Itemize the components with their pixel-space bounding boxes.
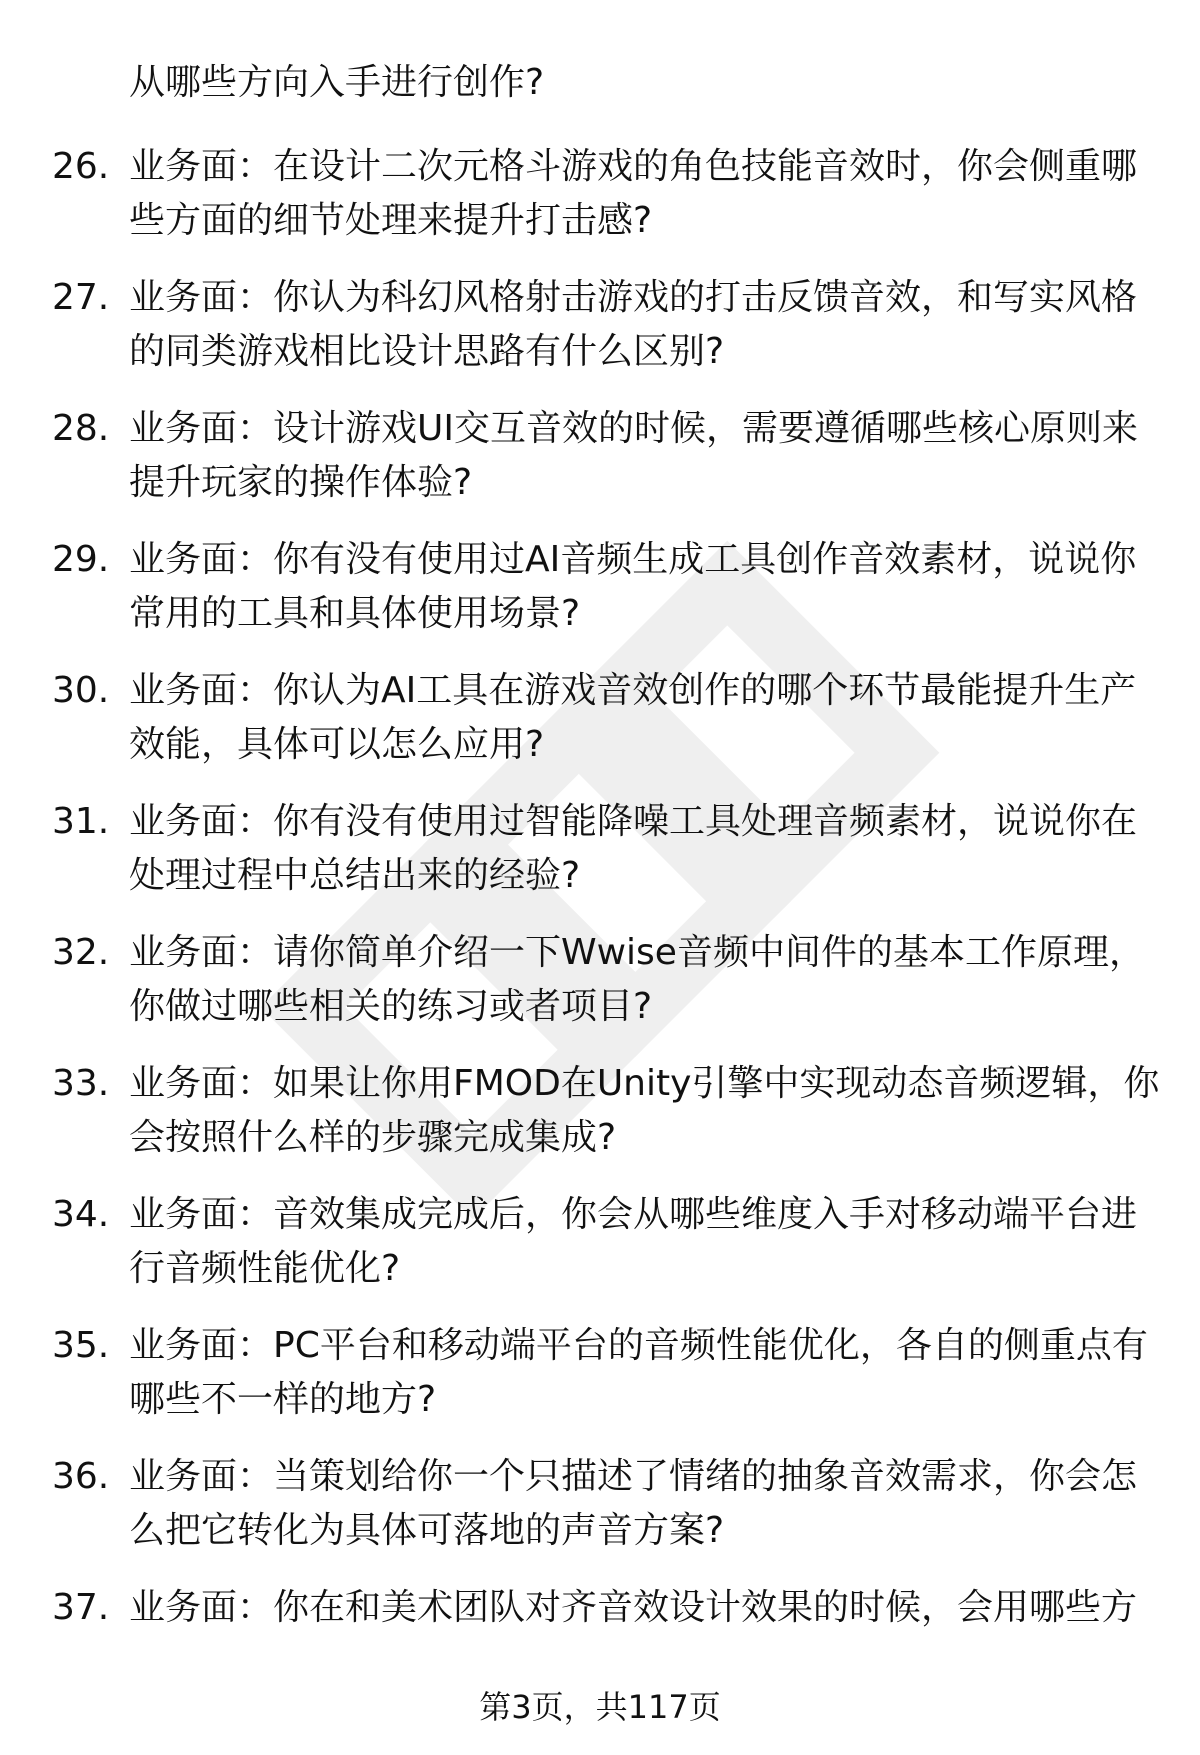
- question-number: 34.: [52, 1194, 110, 1235]
- question-text-line: 效能，具体可以怎么应用?: [129, 724, 545, 765]
- question-text-line: 些方面的细节处理来提升打击感?: [129, 200, 653, 241]
- question-number: 27.: [52, 277, 110, 318]
- question-item: [0, 402, 1200, 533]
- question-number: 35.: [52, 1325, 110, 1366]
- question-text-line: 会按照什么样的步骤完成集成?: [129, 1117, 617, 1158]
- question-item: [0, 1450, 1200, 1581]
- question-item: [0, 664, 1200, 795]
- question-number: 37.: [52, 1587, 110, 1628]
- question-text: [129, 795, 1159, 903]
- question-item: [0, 140, 1200, 271]
- question-number: 30.: [52, 670, 110, 711]
- question-text-line: 哪些不一样的地方?: [129, 1379, 437, 1420]
- question-number: 32.: [52, 932, 110, 973]
- question-number: 26.: [52, 146, 110, 187]
- question-item: [0, 1188, 1200, 1319]
- page-footer: 第3页，共117页: [479, 1688, 721, 1726]
- question-text-line: 你做过哪些相关的练习或者项目?: [129, 986, 653, 1027]
- question-text: [129, 1057, 1159, 1165]
- question-number: 28.: [52, 408, 110, 449]
- question-item: [0, 926, 1200, 1057]
- question-text: [129, 1581, 1159, 1635]
- question-text-line: 业务面：当策划给你一个只描述了情绪的抽象音效需求，你会怎: [129, 1456, 1138, 1497]
- question-list: [0, 140, 1200, 1712]
- question-text-line: 业务面：你有没有使用过AI音频生成工具创作音效素材，说说你: [129, 539, 1137, 580]
- question-item: [0, 1057, 1200, 1188]
- question-text: [129, 926, 1159, 1034]
- question-text-line: 常用的工具和具体使用场景?: [129, 593, 581, 634]
- question-text: [129, 533, 1159, 641]
- question-item: [0, 271, 1200, 402]
- question-item: [0, 1319, 1200, 1450]
- question-text-line: 业务面：请你简单介绍一下Wwise音频中间件的基本工作原理，: [129, 932, 1145, 973]
- question-text-line: 么把它转化为具体可落地的声音方案?: [129, 1510, 725, 1551]
- question-text-line: 处理过程中总结出来的经验?: [129, 855, 581, 896]
- question-text: [129, 664, 1159, 772]
- continued-question-text: 从哪些方向入手进行创作?: [129, 62, 545, 103]
- question-text-line: 业务面：PC平台和移动端平台的音频性能优化，各自的侧重点有: [129, 1325, 1148, 1366]
- question-number: 29.: [52, 539, 110, 580]
- question-number: 33.: [52, 1063, 110, 1104]
- question-text: [129, 1450, 1159, 1558]
- question-text-line: 提升玩家的操作体验?: [129, 462, 473, 503]
- question-text-line: 业务面：音效集成完成后，你会从哪些维度入手对移动端平台进: [129, 1194, 1138, 1235]
- question-text: [129, 1188, 1159, 1296]
- question-text-line: 业务面：你认为AI工具在游戏音效创作的哪个环节最能提升生产: [129, 670, 1137, 711]
- question-item: [0, 533, 1200, 664]
- question-text-line: 业务面：在设计二次元格斗游戏的角色技能音效时，你会侧重哪: [129, 146, 1138, 187]
- question-text-line: 业务面：设计游戏UI交互音效的时候，需要遵循哪些核心原则来: [129, 408, 1138, 449]
- question-number: 31.: [52, 801, 110, 842]
- question-text: [129, 140, 1159, 248]
- question-number: 36.: [52, 1456, 110, 1497]
- question-text: [129, 1319, 1159, 1427]
- question-text: [129, 402, 1159, 510]
- question-text-line: 业务面：你认为科幻风格射击游戏的打击反馈音效，和写实风格: [129, 277, 1138, 318]
- question-text: [129, 271, 1159, 379]
- question-text-line: 的同类游戏相比设计思路有什么区别?: [129, 331, 725, 372]
- question-item: [0, 795, 1200, 926]
- question-text-line: 行音频性能优化?: [129, 1248, 401, 1289]
- question-text-line: 业务面：你有没有使用过智能降噪工具处理音频素材，说说你在: [129, 801, 1138, 842]
- question-text-line: 业务面：如果让你用FMOD在Unity引擎中实现动态音频逻辑，你: [129, 1063, 1160, 1104]
- question-text-line: 业务面：你在和美术团队对齐音效设计效果的时候，会用哪些方: [129, 1587, 1138, 1628]
